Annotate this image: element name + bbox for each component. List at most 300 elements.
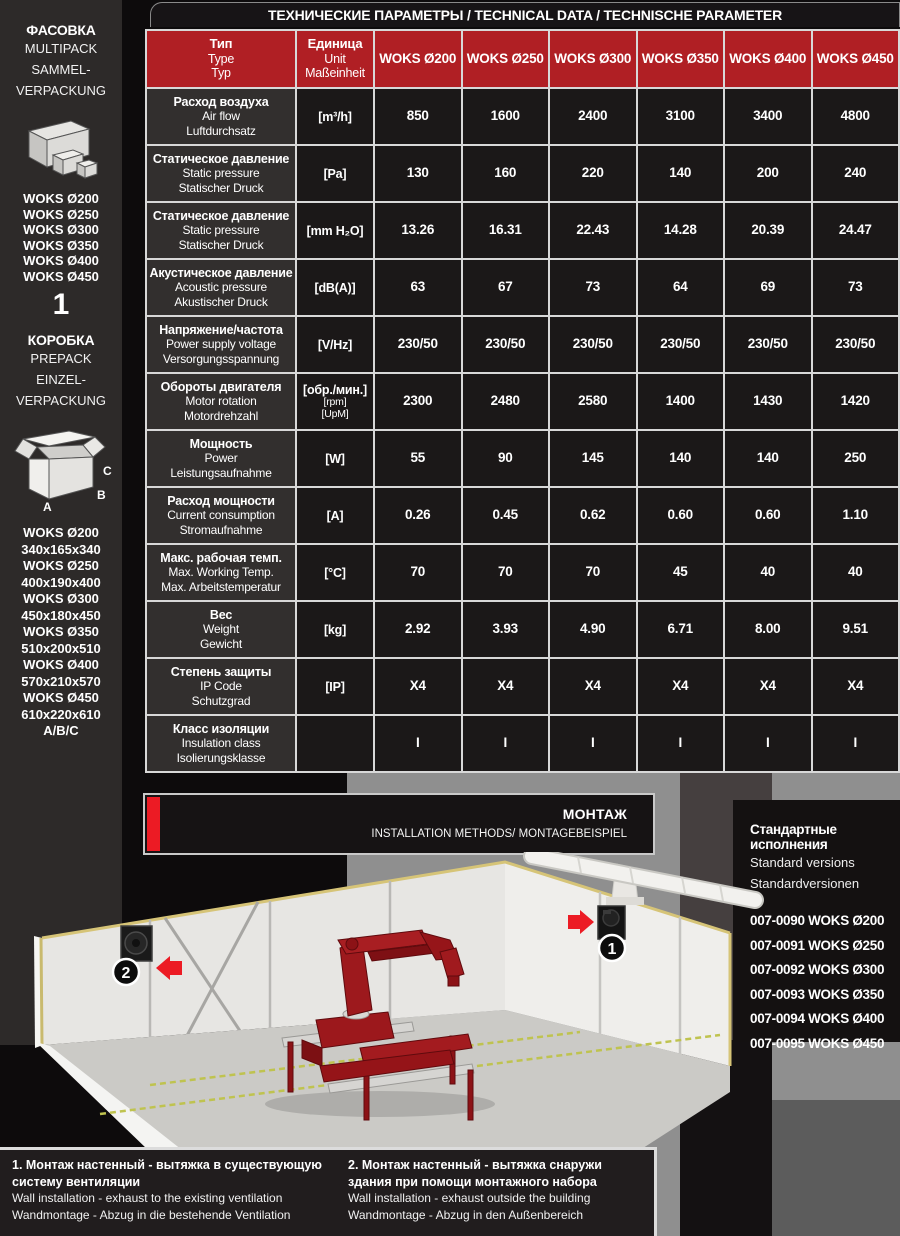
value-cell xyxy=(550,317,638,374)
cell-line: 64 xyxy=(672,279,688,295)
dimension-item: A/B/C xyxy=(43,723,79,738)
cell-line: 67 xyxy=(497,279,513,295)
value-cell xyxy=(725,203,813,260)
header-model-cell xyxy=(375,31,463,89)
cell-line: 14.28 xyxy=(663,222,697,238)
row-unit-cell xyxy=(297,488,375,545)
prepack-line: VERPACKUNG xyxy=(15,393,107,408)
table-row xyxy=(147,146,900,203)
value-cell xyxy=(375,659,463,716)
dimension-item: 340x165x340 xyxy=(21,541,101,557)
value-cell xyxy=(550,602,638,659)
value-cell xyxy=(725,374,813,431)
value-cell xyxy=(375,716,463,773)
value-cell xyxy=(813,317,900,374)
value-cell xyxy=(813,488,900,545)
cell-line: Luftdurchsatz xyxy=(186,123,256,138)
value-cell xyxy=(813,602,900,659)
dimension-item: 510x200x510 xyxy=(21,640,101,656)
cell-line: 8.00 xyxy=(755,621,781,637)
cell-line: I xyxy=(678,735,683,751)
cell-line: 69 xyxy=(760,279,776,295)
cell-line: Weight xyxy=(203,622,239,637)
cell-line: Напряжение/частота xyxy=(159,322,283,337)
row-unit-cell xyxy=(297,716,375,773)
cell-line: Motor rotation xyxy=(185,394,257,409)
cell-line: WOKS Ø250 xyxy=(466,50,544,66)
cell-line: Static pressure xyxy=(182,166,260,181)
caption-line: Wandmontage - Abzug in den Außenbereich xyxy=(348,1207,584,1222)
version-code: 007-0092 WOKS Ø300 xyxy=(750,962,885,977)
cell-line: 145 xyxy=(581,450,604,466)
dimension-item: 400x190x400 xyxy=(21,574,101,590)
standard-versions-heading: Стандартные исполнения xyxy=(750,822,837,852)
cell-line: [обр./мин.] xyxy=(302,382,368,397)
value-cell xyxy=(725,431,813,488)
cell-line: 70 xyxy=(585,564,601,580)
cell-line: 230/50 xyxy=(835,336,876,352)
header-model-cell xyxy=(463,31,551,89)
value-cell xyxy=(725,260,813,317)
cell-line: Вес xyxy=(209,607,233,622)
cell-line: Motordrehzahl xyxy=(183,408,259,423)
marker-badge-2 xyxy=(113,959,139,985)
row-unit-cell xyxy=(297,317,375,374)
dimension-item: WOKS Ø450 xyxy=(23,690,99,705)
value-cell xyxy=(550,146,638,203)
cell-line: Gewicht xyxy=(200,636,242,651)
cell-line: Stromaufnahme xyxy=(179,522,263,537)
cell-line: 2580 xyxy=(578,393,608,409)
cell-line: 230/50 xyxy=(660,336,701,352)
standard-versions-line: Standardversionen xyxy=(750,876,860,891)
cell-line: 6.71 xyxy=(667,621,693,637)
row-unit-cell xyxy=(297,89,375,146)
cell-line: 140 xyxy=(756,450,779,466)
cell-line: Statischer Druck xyxy=(178,237,264,252)
cell-line: 73 xyxy=(585,279,601,295)
cell-line: Static pressure xyxy=(182,223,260,238)
table-row xyxy=(147,545,900,602)
header-unit-cell xyxy=(297,31,375,89)
cell-line: WOKS Ø350 xyxy=(641,50,719,66)
table-row xyxy=(147,203,900,260)
table-row xyxy=(147,374,900,431)
cell-line: Max. Arbeitstemperatur xyxy=(161,579,281,594)
value-cell xyxy=(638,203,726,260)
cell-line: [IP] xyxy=(325,679,345,694)
standard-versions-line: Standard versions xyxy=(750,855,855,870)
value-cell xyxy=(375,374,463,431)
red-stripe xyxy=(147,797,160,851)
cell-line: 230/50 xyxy=(747,336,788,352)
cell-line: X4 xyxy=(847,678,864,694)
cell-line: Статическое давление xyxy=(152,208,290,223)
value-cell xyxy=(550,203,638,260)
cell-line: X4 xyxy=(672,678,689,694)
dimension-item: 610x220x610 xyxy=(21,706,101,722)
value-cell xyxy=(638,545,726,602)
value-cell xyxy=(463,260,551,317)
row-label-cell xyxy=(147,89,297,146)
cell-line: Acoustic pressure xyxy=(175,280,267,295)
value-cell xyxy=(813,545,900,602)
cell-line: Akustischer Druck xyxy=(174,294,268,309)
caption-2 xyxy=(348,1157,648,1223)
cell-line: 3.93 xyxy=(492,621,518,637)
cell-line: Leistungsaufnahme xyxy=(170,465,272,480)
value-cell xyxy=(638,602,726,659)
machine-shadow xyxy=(265,1091,495,1117)
multipack-boxes-icon xyxy=(19,115,103,181)
cell-line: I xyxy=(415,735,420,751)
box-label-b: B xyxy=(97,488,106,502)
cell-line: 0.60 xyxy=(667,507,693,523)
row-unit-cell xyxy=(297,659,375,716)
cell-line: 1400 xyxy=(665,393,695,409)
box-label-c: C xyxy=(103,464,112,478)
value-cell xyxy=(463,146,551,203)
table-row xyxy=(147,431,900,488)
cell-line: WOKS Ø450 xyxy=(816,50,894,66)
cell-line: 850 xyxy=(406,108,429,124)
cell-line: Тип xyxy=(209,36,233,52)
cell-line: [mm H₂O] xyxy=(306,223,364,238)
value-cell xyxy=(463,545,551,602)
value-cell xyxy=(638,146,726,203)
cell-line: Schutzgrad xyxy=(191,693,251,708)
cell-line: 230/50 xyxy=(397,336,438,352)
version-code: 007-0091 WOKS Ø250 xyxy=(750,937,885,953)
cell-line: 2480 xyxy=(490,393,520,409)
cell-line: Insulation class xyxy=(181,736,261,751)
cell-line: 73 xyxy=(847,279,863,295)
cell-line: X4 xyxy=(497,678,514,694)
prepack-heading: КОРОБКА xyxy=(27,332,95,348)
box-label-a: A xyxy=(43,500,52,514)
caption-line: Wall installation - exhaust outside the building xyxy=(348,1191,591,1205)
tech-table xyxy=(145,29,900,773)
cell-line: 1430 xyxy=(753,393,783,409)
multipack-heading: ФАСОВКА xyxy=(26,22,96,38)
cell-line: 140 xyxy=(669,165,692,181)
cell-line: 40 xyxy=(847,564,863,580)
cell-line: 22.43 xyxy=(576,222,610,238)
row-unit-cell xyxy=(297,545,375,602)
dimension-item: WOKS Ø300 xyxy=(23,591,99,606)
cell-line: 63 xyxy=(410,279,426,295)
value-cell xyxy=(813,374,900,431)
dimension-item: 570x210x570 xyxy=(21,673,101,689)
row-unit-cell xyxy=(297,431,375,488)
cell-line: Type xyxy=(207,51,235,66)
table-row xyxy=(147,260,900,317)
installation-illustration xyxy=(20,852,800,1152)
value-cell xyxy=(463,602,551,659)
technical-data-section xyxy=(145,2,900,773)
cell-line: 3400 xyxy=(753,108,783,124)
cell-line: 2.92 xyxy=(405,621,431,637)
cell-line: [dB(A)] xyxy=(314,280,356,295)
value-cell xyxy=(375,545,463,602)
cell-line: [V/Hz] xyxy=(317,337,353,352)
marker-badge-1 xyxy=(599,935,625,961)
cell-line: [Pa] xyxy=(323,166,347,181)
cell-line: WOKS Ø400 xyxy=(729,50,807,66)
cell-line: 45 xyxy=(672,564,688,580)
version-code: 007-0095 WOKS Ø450 xyxy=(750,1035,885,1051)
prepack-line: EINZEL- xyxy=(36,372,86,387)
value-cell xyxy=(463,659,551,716)
cell-line: 40 xyxy=(760,564,776,580)
cell-line: [UpM] xyxy=(321,407,349,420)
prepack-line: PREPACK xyxy=(30,351,92,366)
row-label-cell xyxy=(147,602,297,659)
cell-line: Isolierungsklasse xyxy=(176,750,266,765)
model-item: WOKS Ø200 xyxy=(23,191,99,206)
dimension-item: WOKS Ø250 xyxy=(23,558,99,573)
cell-line: 24.47 xyxy=(838,222,872,238)
cell-line: Max. Working Temp. xyxy=(168,565,274,580)
row-label-cell xyxy=(147,146,297,203)
cell-line: X4 xyxy=(759,678,776,694)
row-unit-cell xyxy=(297,203,375,260)
cell-line: I xyxy=(853,735,858,751)
model-item: WOKS Ø300 xyxy=(23,222,99,237)
caption-bold: 1. Монтаж настенный - вытяжка в существующую систему вентиляции xyxy=(12,1158,322,1189)
value-cell xyxy=(550,716,638,773)
value-cell xyxy=(725,317,813,374)
cell-line: Обороты двигателя xyxy=(160,379,282,394)
cell-line: Статическое давление xyxy=(152,151,290,166)
header-model-cell xyxy=(638,31,726,89)
value-cell xyxy=(725,602,813,659)
multipack-quantity: 1 xyxy=(52,288,70,321)
cell-line: 250 xyxy=(844,450,867,466)
model-item: WOKS Ø250 xyxy=(23,206,99,222)
value-cell xyxy=(463,317,551,374)
cell-line: Air flow xyxy=(202,109,240,124)
value-cell xyxy=(813,203,900,260)
value-cell xyxy=(463,374,551,431)
cell-line: 230/50 xyxy=(572,336,613,352)
header-model-cell xyxy=(550,31,638,89)
row-label-cell xyxy=(147,716,297,773)
cell-line: 4800 xyxy=(840,108,870,124)
value-cell xyxy=(375,317,463,374)
cell-line: [A] xyxy=(326,508,344,523)
value-cell xyxy=(463,716,551,773)
cell-line: 20.39 xyxy=(751,222,785,238)
cell-line: Расход мощности xyxy=(167,493,275,508)
value-cell xyxy=(550,545,638,602)
cell-line: Current consumption xyxy=(167,508,275,523)
caption-line: Wall installation - exhaust to the existing ventilation xyxy=(12,1191,283,1205)
row-unit-cell xyxy=(297,146,375,203)
caption-1 xyxy=(12,1157,340,1223)
cell-line: Акустическое давление xyxy=(149,265,293,280)
value-cell xyxy=(725,716,813,773)
value-cell xyxy=(813,146,900,203)
row-label-cell xyxy=(147,374,297,431)
value-cell xyxy=(375,602,463,659)
cell-line: Power supply voltage xyxy=(165,337,277,352)
prepack-dimensions xyxy=(0,525,122,740)
value-cell xyxy=(463,488,551,545)
cell-line: 3100 xyxy=(665,108,695,124)
model-item: WOKS Ø450 xyxy=(23,268,99,284)
value-cell xyxy=(813,89,900,146)
value-cell xyxy=(463,89,551,146)
cell-line: WOKS Ø300 xyxy=(554,50,632,66)
cell-line: 200 xyxy=(756,165,779,181)
value-cell xyxy=(813,716,900,773)
cell-line: 16.31 xyxy=(488,222,522,238)
value-cell xyxy=(638,716,726,773)
cell-line: 220 xyxy=(581,165,604,181)
cell-line: 0.60 xyxy=(755,507,781,523)
value-cell xyxy=(813,431,900,488)
cell-line: X4 xyxy=(409,678,426,694)
cell-line: Макс. рабочая темп. xyxy=(160,550,282,565)
value-cell xyxy=(375,431,463,488)
cell-line: [kg] xyxy=(323,622,347,637)
model-item: WOKS Ø400 xyxy=(23,253,99,268)
table-title: ТЕХНИЧЕСКИЕ ПАРАМЕТРЫ / TECHNICAL DATA / TECHNISCHE PARAMETER xyxy=(150,2,900,27)
table-row xyxy=(147,716,900,773)
value-cell xyxy=(375,89,463,146)
cell-line: I xyxy=(503,735,508,751)
cell-line: 240 xyxy=(844,165,867,181)
table-row xyxy=(147,488,900,545)
header-model-cell xyxy=(813,31,900,89)
cell-line: [W] xyxy=(325,451,345,466)
value-cell xyxy=(725,146,813,203)
row-unit-cell xyxy=(297,374,375,431)
montage-header-band xyxy=(143,793,655,855)
montage-subtitle: INSTALLATION METHODS/ MONTAGEBEISPIEL xyxy=(371,828,627,840)
cell-line: [°C] xyxy=(324,565,346,580)
multipack-line: MULTIPACK xyxy=(24,41,98,56)
cell-line: 130 xyxy=(406,165,429,181)
cell-line: X4 xyxy=(584,678,601,694)
value-cell xyxy=(813,659,900,716)
cell-line: 70 xyxy=(497,564,513,580)
row-label-cell xyxy=(147,431,297,488)
wall-fan-2-icon xyxy=(121,926,152,961)
value-cell xyxy=(638,431,726,488)
wall-left-trim xyxy=(41,938,42,1045)
dimension-item: WOKS Ø200 xyxy=(23,525,99,540)
cell-line: Мощность xyxy=(189,436,253,451)
value-cell xyxy=(725,659,813,716)
version-code: 007-0094 WOKS Ø400 xyxy=(750,1011,885,1026)
cell-line: Versorgungsspannung xyxy=(162,351,280,366)
table-row xyxy=(147,317,900,374)
version-code: 007-0090 WOKS Ø200 xyxy=(750,913,885,928)
value-cell xyxy=(725,488,813,545)
value-cell xyxy=(725,545,813,602)
prepack-carton-icon xyxy=(9,425,113,517)
montage-title: МОНТАЖ xyxy=(562,806,627,822)
value-cell xyxy=(638,317,726,374)
value-cell xyxy=(638,374,726,431)
cell-line: 1600 xyxy=(490,108,520,124)
value-cell xyxy=(463,203,551,260)
cell-line: [m³/h] xyxy=(318,109,352,124)
cell-line: [rpm] xyxy=(323,395,347,408)
row-label-cell xyxy=(147,260,297,317)
row-label-cell xyxy=(147,488,297,545)
cell-line: 160 xyxy=(494,165,517,181)
caption-bold: 2. Монтаж настенный - вытяжка снаружи здания при помощи монтажного набора xyxy=(348,1158,602,1189)
version-code: 007-0093 WOKS Ø350 xyxy=(750,986,885,1002)
cell-line: 90 xyxy=(497,450,513,466)
cell-line: 4.90 xyxy=(580,621,606,637)
row-unit-cell xyxy=(297,602,375,659)
multipack-line: SAMMEL- xyxy=(31,62,91,77)
value-cell xyxy=(638,89,726,146)
header-type-cell xyxy=(147,31,297,89)
cell-line: 0.26 xyxy=(405,507,431,523)
cell-line: Класс изоляции xyxy=(172,721,270,736)
cell-line: 0.45 xyxy=(492,507,518,523)
value-cell xyxy=(638,260,726,317)
cell-line: 1.10 xyxy=(842,507,868,523)
row-label-cell xyxy=(147,317,297,374)
cell-line: 2300 xyxy=(403,393,433,409)
value-cell xyxy=(550,431,638,488)
value-cell xyxy=(550,488,638,545)
marker-2-number: 2 xyxy=(121,965,131,982)
row-label-cell xyxy=(147,203,297,260)
cell-line: I xyxy=(590,735,595,751)
cell-line: Power xyxy=(204,451,238,466)
cell-line: Statischer Druck xyxy=(178,180,264,195)
cell-line: 140 xyxy=(669,450,692,466)
value-cell xyxy=(375,488,463,545)
row-unit-cell xyxy=(297,260,375,317)
row-label-cell xyxy=(147,659,297,716)
cell-line: I xyxy=(765,735,770,751)
value-cell xyxy=(550,260,638,317)
table-header-row xyxy=(147,31,900,89)
dimension-item: WOKS Ø350 xyxy=(23,624,99,639)
value-cell xyxy=(550,374,638,431)
cell-line: 0.62 xyxy=(580,507,606,523)
value-cell xyxy=(550,659,638,716)
multipack-line: VERPACKUNG xyxy=(15,83,107,98)
dimension-item: WOKS Ø400 xyxy=(23,657,99,672)
table-row xyxy=(147,659,900,716)
cell-line: WOKS Ø200 xyxy=(379,50,457,66)
value-cell xyxy=(463,431,551,488)
value-cell xyxy=(375,203,463,260)
cell-line: Расход воздуха xyxy=(173,94,269,109)
value-cell xyxy=(375,146,463,203)
value-cell xyxy=(550,89,638,146)
table-row xyxy=(147,602,900,659)
header-model-cell xyxy=(725,31,813,89)
dimension-item: 450x180x450 xyxy=(21,607,101,623)
row-label-cell xyxy=(147,545,297,602)
value-cell xyxy=(638,659,726,716)
cell-line: 230/50 xyxy=(485,336,526,352)
cell-line: Typ xyxy=(211,66,231,81)
cell-line: 2400 xyxy=(578,108,608,124)
cell-line: IP Code xyxy=(200,679,242,694)
installation-captions xyxy=(0,1147,657,1236)
